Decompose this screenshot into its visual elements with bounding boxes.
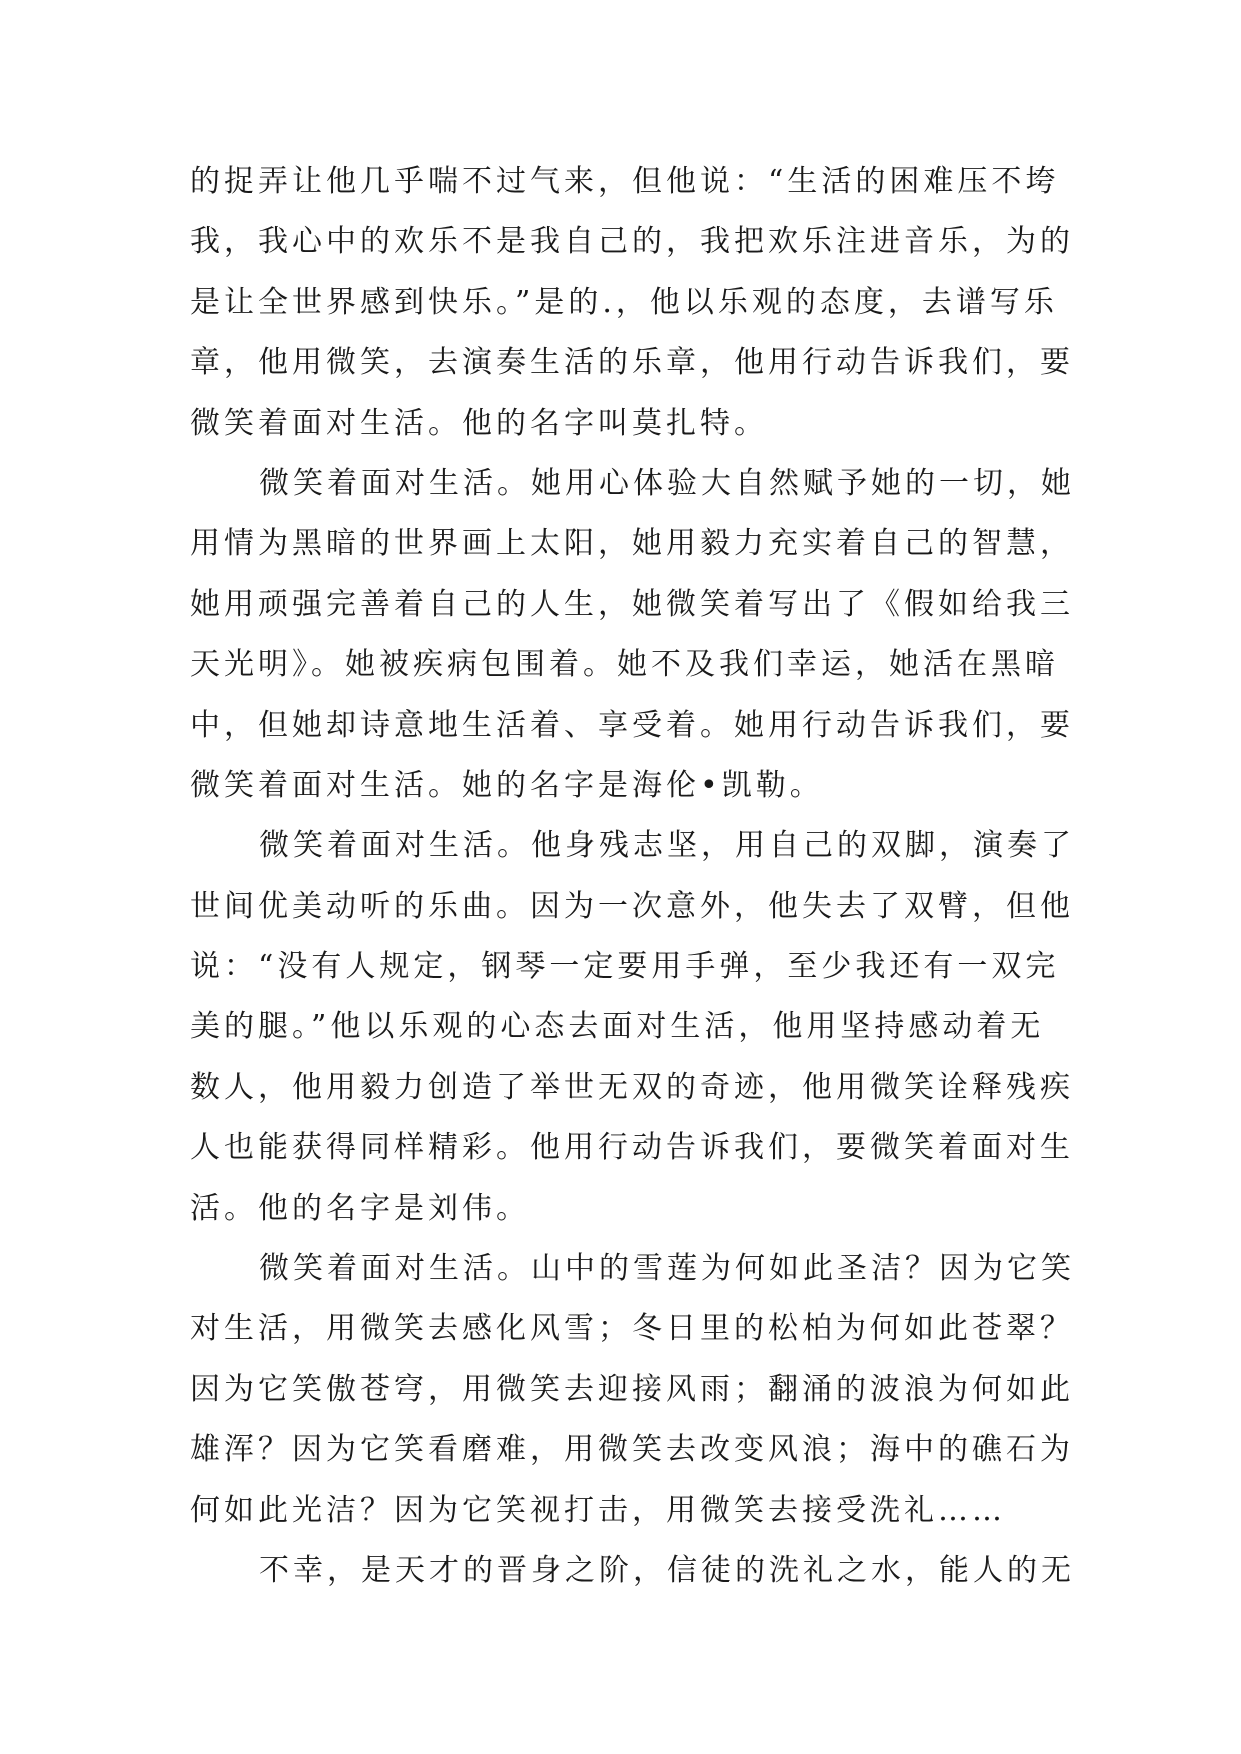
text-line: 数人，他用毅力创造了举世无双的奇迹，他用微笑诠释残疾 [190, 1069, 1074, 1105]
text-line: 何如此光洁？因为它笑视打击，用微笑去接受洗礼…… [190, 1492, 1006, 1528]
text-line: 美的腿。”他以乐观的心态去面对生活，他用坚持感动着无 [190, 1009, 1045, 1045]
text-line: 人也能获得同样精彩。他用行动告诉我们，要微笑着面对生 [190, 1130, 1074, 1166]
text-line: 微笑着面对生活。他身残志坚，用自己的双脚，演奏了 [259, 828, 1075, 864]
text-line: 世间优美动听的乐曲。因为一次意外，他失去了双臂，但他 [190, 888, 1074, 924]
text-line: 微笑着面对生活。山中的雪莲为何如此圣洁？因为它笑 [259, 1251, 1075, 1287]
text-line: 雄浑？因为它笑看磨难，用微笑去改变风浪；海中的礁石为 [190, 1432, 1074, 1468]
body-text [190, 152, 1075, 1601]
text-line: 章，他用微笑，去演奏生活的乐章，他用行动告诉我们，要 [190, 345, 1074, 381]
text-line: 中，但她却诗意地生活着、享受着。她用行动告诉我们，要 [190, 707, 1074, 743]
text-line: 微笑着面对生活。她用心体验大自然赋予她的一切，她 [259, 465, 1075, 501]
text-line: 微笑着面对生活。他的名字叫莫扎特。 [190, 405, 768, 441]
text-line: 我，我心中的欢乐不是我自己的，我把欢乐注进音乐，为的 [190, 224, 1074, 260]
text-line: 不幸，是天才的晋身之阶，信徒的洗礼之水，能人的无 [259, 1552, 1075, 1588]
text-line: 说：“没有人规定，钢琴一定要用手弹，至少我还有一双完 [190, 949, 1060, 985]
text-line: 活。他的名字是刘伟。 [190, 1190, 530, 1226]
text-line: 用情为黑暗的世界画上太阳，她用毅力充实着自己的智慧， [190, 526, 1074, 562]
text-line: 微笑着面对生活。她的名字是海伦•凯勒。 [190, 767, 824, 803]
text-line: 因为它笑傲苍穹，用微笑去迎接风雨；翻涌的波浪为何如此 [190, 1371, 1074, 1407]
text-line: 对生活，用微笑去感化风雪；冬日里的松柏为何如此苍翠？ [190, 1311, 1074, 1347]
text-line: 她用顽强完善着自己的人生，她微笑着写出了《假如给我三 [190, 586, 1074, 622]
text-line: 是让全世界感到快乐。”是的.，他以乐观的态度，去谱写乐 [190, 284, 1058, 320]
text-line: 天光明》。她被疾病包围着。她不及我们幸运，她活在黑暗 [190, 647, 1059, 683]
text-line: 的捉弄让他几乎喘不过气来，但他说：“生活的困难压不垮 [190, 164, 1060, 199]
